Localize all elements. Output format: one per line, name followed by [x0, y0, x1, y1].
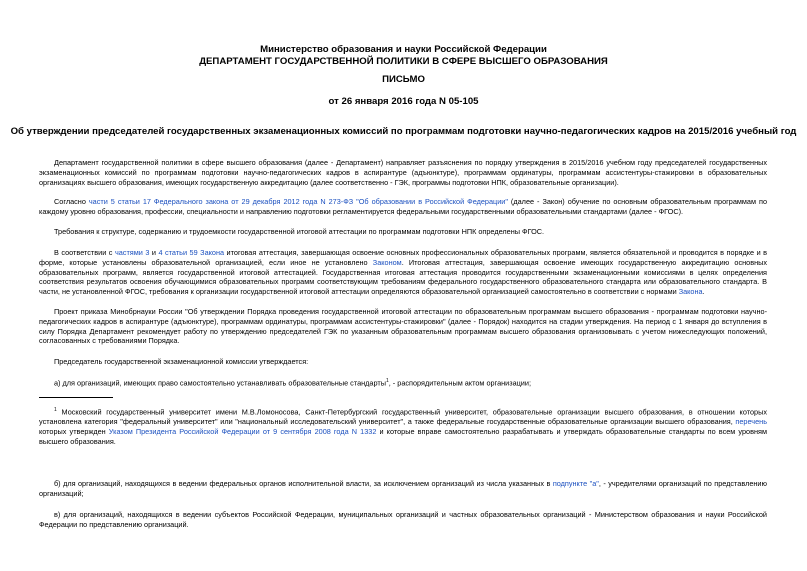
- text: . Итоговая аттестация, завершающая освоение имеющих государственную аккредитацию основных образовательных программ, является государственной итоговой аттестацией. Государственная итоговая аттестация проводится государственными экзаменационными комиссиями в целях определения соответствия результатов освоения обучающимися образовательных программ соответствующим требованиям федерального государственного образовательного стандарта или образовательного стандарта. В части, не установленной ФГОС, требования к организации государственной итоговой аттестации определяются образовательной организацией самостоятельно в соответствии с нормами: [39, 257, 767, 297]
- text: , - учредителями организаций по представлению организаций;: [39, 479, 767, 498]
- text: итоговая аттестация, завершающая освоение основных профессиональных образовательных программ, является обязательной и проводится в порядке и в форме, которые установлены образовательной организацией, если иное не установлено: [39, 248, 768, 267]
- text: (далее - Закон) обучение по основным образовательным программам по каждому уровню образования, профессии, специальности и направлению подготовки регламентируется федеральными государственными образовательными стандартами (далее - ФГОС).: [39, 197, 768, 216]
- paragraph-draft-order: Проект приказа Минобрнауки России "Об утверждении Порядка проведения государственной итоговой аттестации по образовательным программам высшего образования - программам подготовки научно-педагогических кадров в аспирантуре (адъюнктуре), программам ординатуры, программам ассистентуры-стажировки" (далее - Порядок) находится на стадии утверждения. На период с 1 января до вступления в силу Порядка Департамент рекомендует работу по утверждению председателей ГЭК по указанным образовательным программам высшего образования организовывать с учетом нижеследующих положений, согласованных с требованиями Порядка.: [39, 307, 767, 346]
- text: .: [702, 287, 705, 297]
- text: Московский государственный университет имени М.В.Ломоносова, Санкт-Петербургский государственный университет, образовательные организации высшего образования, в отношении которых установлена категория "федеральный университет" или "национальный исследовательский университет", а также федеральные государственные образовательные организации высшего образования,: [39, 407, 767, 427]
- decree-link[interactable]: Указом Президента Российской Федерации от 9 сентября 2008 года N 1332: [108, 427, 377, 437]
- law-link[interactable]: части 5 статьи 17 Федерального закона от 29 декабря 2012 года N 273-ФЗ "Об образовании в Российской Федерации": [88, 197, 508, 206]
- text: и: [149, 248, 159, 257]
- text: , - распорядительным актом организации;: [388, 378, 531, 388]
- document-date: от 26 января 2016 года N 05-105: [328, 96, 479, 107]
- item-c: в) для организаций, находящихся в ведении субъектов Российской Федерации, муниципальных организаций и частных образовательных организаций - Министерством образования и науки Российской Федерации по представлению организаций.: [39, 510, 767, 529]
- article-59-link[interactable]: 4 статьи 59 Закона: [158, 248, 225, 257]
- item-a: [39, 377, 767, 388]
- document-subject: Об утверждении председателей государственных экзаменационных комиссий по программам подготовки научно-педагогических кадров на 2015/2016 учебный год: [10, 126, 797, 137]
- footnote-divider: [39, 397, 113, 398]
- list-link[interactable]: перечень: [735, 417, 767, 427]
- department-name: ДЕПАРТАМЕНТ ГОСУДАРСТВЕННОЙ ПОЛИТИКИ В СФЕРЕ ВЫСШЕГО ОБРАЗОВАНИЯ: [199, 56, 608, 67]
- law-link-2[interactable]: Законом: [372, 257, 402, 267]
- paragraph-law: [39, 197, 767, 217]
- item-b: [39, 479, 767, 499]
- parts-3-link[interactable]: частями 3: [114, 248, 150, 257]
- footnote-number: 1: [54, 407, 57, 413]
- paragraph-chairman: Председатель государственной экзаменационной комиссии утверждается:: [54, 357, 309, 366]
- law-link-3[interactable]: Закона: [678, 287, 703, 297]
- text: а) для организаций, имеющих право самостоятельно устанавливать образовательные стандарты: [54, 378, 386, 388]
- ministry-name: Министерство образования и науки Российской Федерации: [260, 44, 547, 55]
- text: Согласно: [54, 197, 89, 206]
- subparagraph-a-link[interactable]: подпункте "а": [552, 479, 599, 488]
- text: которых утвержден: [39, 427, 109, 437]
- text: б) для организаций, находящихся в ведении федеральных органов исполнительной власти, за исключением организаций из числа указанных в: [54, 479, 553, 488]
- document-header: [0, 44, 807, 68]
- paragraph-intro: Департамент государственной политики в сфере высшего образования (далее - Департамент) направляет разъяснения по порядку утверждения в 2015/2016 учебном году председателей государственных экзаменационных комиссий по программам подготовки научно-педагогических кадров в аспирантуре (адъюнктуре), программам ординатуры, программам ассистентуры-стажировки в образовательных организациях высшего образования, имеющих государственную аккредитацию (далее соответственно - ГЭК, программы подготовки НПК, образовательные организации).: [39, 158, 767, 187]
- document-type: ПИСЬМО: [382, 74, 425, 85]
- footnote-ref[interactable]: 1: [385, 378, 389, 384]
- text: и которые вправе самостоятельно разрабатывать и утверждать образовательные стандарты по всем уровням высшего образования.: [39, 427, 767, 446]
- text: В соответствии с: [54, 248, 115, 257]
- paragraph-attestation: [39, 248, 767, 297]
- paragraph-requirements: Требования к структуре, содержанию и трудоемкости государственной итоговой аттестации по программам подготовки НПК определены ФГОС.: [54, 227, 545, 236]
- footnote: [39, 406, 767, 447]
